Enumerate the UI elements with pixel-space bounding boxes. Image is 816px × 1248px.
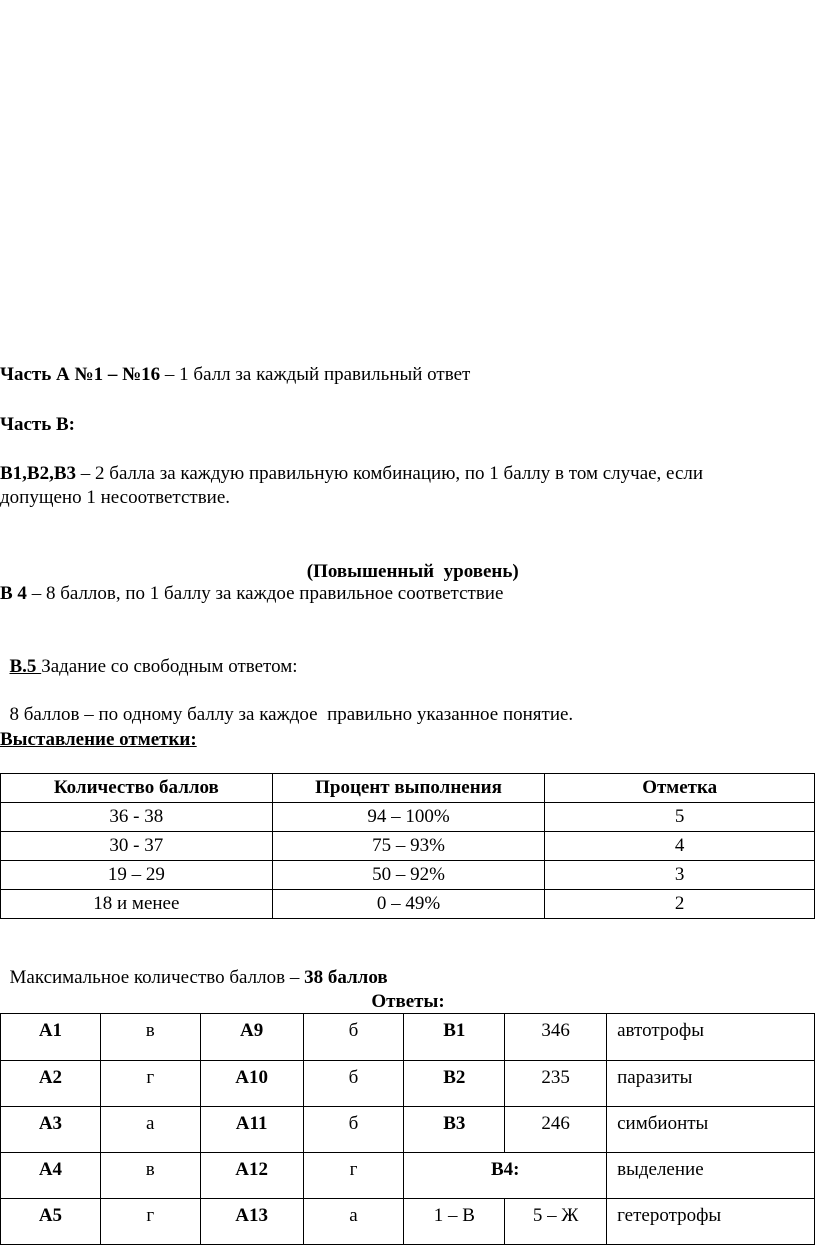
max-score-value: 38 баллов — [304, 967, 388, 988]
answer-value: 235 — [505, 1061, 607, 1107]
b4-line — [0, 582, 503, 606]
b123-label: В1,В2,В3 — [0, 463, 77, 484]
b5-line — [0, 631, 298, 679]
answer-value: 5 – Ж — [505, 1199, 607, 1245]
b5-label: В.5 — [9, 656, 42, 677]
grading-heading-text: Выставление отметки: — [0, 729, 197, 750]
partA-label: Часть А №1 – №16 — [0, 364, 161, 385]
level-heading — [0, 536, 816, 584]
b123-line-1 — [0, 462, 703, 486]
table-row — [1, 1014, 815, 1061]
answer-key: А2 — [1, 1061, 101, 1107]
max-score-line — [0, 942, 388, 990]
grades-cell: 75 – 93% — [272, 832, 545, 861]
answer-value: г — [303, 1153, 404, 1199]
table-row — [1, 1107, 815, 1153]
grades-cell: 4 — [545, 832, 815, 861]
grading-heading — [0, 728, 197, 752]
table-row — [1, 803, 815, 832]
answer-key: А4 — [1, 1153, 101, 1199]
b4-label: В 4 — [0, 583, 27, 604]
table-row — [1, 1061, 815, 1107]
grades-cell: 30 - 37 — [1, 832, 273, 861]
answer-value: а — [303, 1199, 404, 1245]
grades-cell: 2 — [545, 890, 815, 919]
grades-cell: 0 – 49% — [272, 890, 545, 919]
level-label: (Повышенный уровень) — [306, 561, 519, 582]
grades-cell: 94 – 100% — [272, 803, 545, 832]
b123-line-2 — [0, 486, 230, 510]
partB-heading — [0, 413, 75, 437]
b123-text-1: – 2 балла за каждую правильную комбинацию, по 1 баллу в том случае, если — [76, 463, 704, 484]
partA-line — [0, 363, 470, 387]
answer-value: 346 — [505, 1014, 607, 1061]
answer-key: А11 — [200, 1107, 303, 1153]
answers-table — [0, 1013, 815, 1245]
answer-value: г — [100, 1061, 200, 1107]
answer-value: а — [100, 1107, 200, 1153]
b123-text-2: допущено 1 несоответствие. — [0, 487, 231, 508]
table-row — [1, 890, 815, 919]
answer-key: А3 — [1, 1107, 101, 1153]
answers-title — [0, 990, 816, 1014]
answer-term: паразиты — [607, 1061, 815, 1107]
answer-key: А12 — [200, 1153, 303, 1199]
answer-key: А1 — [1, 1014, 101, 1061]
answer-key: А9 — [200, 1014, 303, 1061]
grades-header-cell: Количество баллов — [1, 774, 273, 803]
answer-term: автотрофы — [607, 1014, 815, 1061]
answer-key: В4: — [404, 1153, 607, 1199]
answer-term: симбионты — [607, 1107, 815, 1153]
b5-points-text: 8 баллов – по одному баллу за каждое правильно указанное понятие. — [9, 704, 574, 725]
answer-key: В2 — [404, 1061, 505, 1107]
grades-cell: 3 — [545, 861, 815, 890]
grades-cell: 18 и менее — [1, 890, 273, 919]
table-row — [1, 1153, 815, 1199]
b5-points — [0, 679, 573, 727]
b4-text: – 8 баллов, по 1 баллу за каждое правильное соответствие — [26, 583, 504, 604]
answer-key: В1 — [404, 1014, 505, 1061]
table-row — [1, 861, 815, 890]
grades-header-row — [1, 774, 815, 803]
grades-table — [0, 773, 815, 919]
grades-cell: 5 — [545, 803, 815, 832]
grades-cell: 36 - 38 — [1, 803, 273, 832]
answer-value: 246 — [505, 1107, 607, 1153]
answer-value: б — [303, 1014, 404, 1061]
answer-term: выделение — [607, 1153, 815, 1199]
answer-value: в — [100, 1153, 200, 1199]
answer-key: А13 — [200, 1199, 303, 1245]
answer-value: 1 – В — [404, 1199, 505, 1245]
table-row — [1, 1199, 815, 1245]
answer-term: гетеротрофы — [607, 1199, 815, 1245]
answer-value: в — [100, 1014, 200, 1061]
answer-value: б — [303, 1107, 404, 1153]
table-row — [1, 832, 815, 861]
partA-text: – 1 балл за каждый правильный ответ — [160, 364, 471, 385]
answer-key: В3 — [404, 1107, 505, 1153]
partB-label: Часть В: — [0, 414, 76, 435]
grades-header-cell: Процент выполнения — [272, 774, 545, 803]
answer-key: А10 — [200, 1061, 303, 1107]
grades-cell: 19 – 29 — [1, 861, 273, 890]
answers-title-text: Ответы: — [371, 991, 445, 1012]
answer-value: г — [100, 1199, 200, 1245]
grades-cell: 50 – 92% — [272, 861, 545, 890]
b5-text: Задание со свободным ответом: — [41, 656, 298, 677]
answer-key: А5 — [1, 1199, 101, 1245]
max-score-text: Максимальное количество баллов – — [9, 967, 305, 988]
answer-value: б — [303, 1061, 404, 1107]
grades-header-cell: Отметка — [545, 774, 815, 803]
